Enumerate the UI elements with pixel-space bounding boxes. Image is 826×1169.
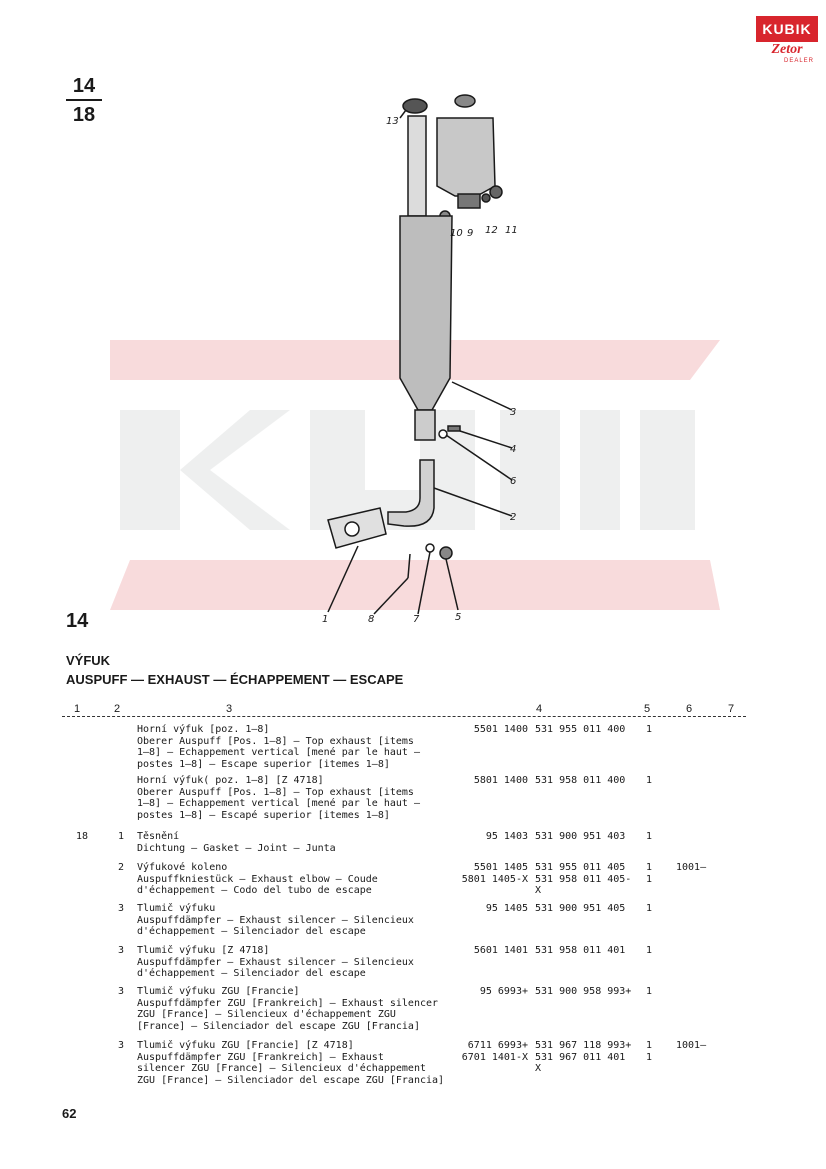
description-cell <box>137 862 455 897</box>
quantity-cell-line: 1 <box>646 775 653 786</box>
order-number-cell-line: 531 900 958 993+ <box>535 986 632 997</box>
column-header-4: 4 <box>536 703 543 715</box>
quantity-cell <box>646 862 652 885</box>
quantity-cell-line: 1 <box>646 1051 653 1063</box>
description-cell-line: Auspuffkniestück — Exhaust elbow — Coude <box>137 873 378 885</box>
logo-brand: KUBIK <box>756 16 818 42</box>
order-number-cell-line: 531 955 011 405 <box>535 862 626 873</box>
quantity-cell <box>646 903 652 915</box>
part-number-cell-line: 95 1403 <box>485 831 528 842</box>
position-cell: 3 <box>118 945 125 956</box>
callout-8: 8 <box>368 614 375 625</box>
exhaust-cap <box>403 99 427 113</box>
description-cell-line: Horní výfuk [poz. 1—8] <box>137 724 270 735</box>
part-number-cell-line: 95 1405 <box>485 903 528 914</box>
quantity-cell <box>646 945 652 957</box>
callout-3: 3 <box>510 407 517 418</box>
quantity-cell-line: 1 <box>646 945 653 956</box>
part-number-cell <box>458 831 528 843</box>
order-number-cell <box>535 986 635 998</box>
silencer-body <box>400 216 452 410</box>
exhaust-elbow <box>388 460 434 526</box>
description-cell-line: ZGU [France] — Silencieux d'échappement ZGU <box>137 1009 396 1021</box>
quantity-cell <box>646 986 652 998</box>
description-cell-line: 1—8] — Echappement vertical [mené par le haut — <box>137 747 420 759</box>
description-cell <box>137 1040 455 1086</box>
order-number-cell-line: 531 900 951 403 <box>535 831 626 842</box>
order-number-cell <box>535 903 635 915</box>
filter-canister <box>437 118 495 196</box>
callout-13: 13 <box>386 116 399 127</box>
description-cell <box>137 831 455 854</box>
part-number-cell <box>458 775 528 787</box>
order-number-cell-line: 531 967 011 401 X <box>535 1051 626 1075</box>
callout-5: 5 <box>455 612 462 623</box>
description-cell-line: d'échappement — Codo del tubo de escape <box>137 885 372 897</box>
description-cell <box>137 775 455 821</box>
part-number-cell <box>458 1040 528 1063</box>
order-number-cell <box>535 724 635 736</box>
column-header-2: 2 <box>114 703 121 715</box>
logo-dealer-tag: DEALER <box>783 58 814 64</box>
description-cell-line: Těsnění <box>137 831 180 842</box>
description-cell-line: postes 1—8] — Escape superior [itemes 1—8] <box>137 758 390 770</box>
position-cell: 3 <box>118 903 125 914</box>
quantity-cell-line: 1 <box>646 873 653 885</box>
description-cell-line: Tlumič výfuku <box>137 903 216 914</box>
order-number-cell-line: 531 958 011 405-X <box>535 873 632 897</box>
position-cell: 3 <box>118 986 125 997</box>
serial-from-cell-line: 1001— <box>676 862 707 873</box>
order-number-cell-line: 531 955 011 400 <box>535 724 626 735</box>
position-cell: 3 <box>118 1040 125 1051</box>
serial-from-cell <box>676 862 706 874</box>
description-cell-line: d'échappement — Silenciador del escape <box>137 926 366 938</box>
callout-10: 10 <box>450 228 463 239</box>
description-cell-line: Auspuffdämpfer ZGU [Frankreich] — Exhaust silencer <box>137 997 439 1009</box>
order-number-cell-line: 531 958 011 401 <box>535 945 626 956</box>
description-cell-line: ZGU [France] — Silenciador del escape ZGU [Francia] <box>137 1074 445 1086</box>
order-number-cell-line: 531 967 118 993+ <box>535 1040 632 1051</box>
quantity-cell-line: 1 <box>646 862 653 873</box>
callout-6: 6 <box>510 476 517 487</box>
position-cell: 2 <box>118 862 125 873</box>
callout-12: 12 <box>485 225 498 236</box>
part-number-cell-line: 5501 1400 <box>473 724 528 735</box>
dealer-logo <box>756 16 818 72</box>
quantity-cell-line: 1 <box>646 1040 653 1051</box>
order-number-cell-line: 531 900 951 405 <box>535 903 626 914</box>
description-cell <box>137 724 455 770</box>
part-number-cell <box>458 862 528 885</box>
description-cell-line: Dichtung — Gasket — Joint — Junta <box>137 842 336 854</box>
column-header-1: 1 <box>74 703 81 715</box>
description-cell-line: silencer ZGU [France] — Silencieux d'échappement <box>137 1063 426 1075</box>
part-number-cell <box>458 903 528 915</box>
top-pipe <box>408 116 426 216</box>
section-title: VÝFUK <box>66 653 111 668</box>
exhaust-parts-diagram <box>300 88 560 628</box>
description-cell-line: Auspuffdämpfer — Exhaust silencer — Silencieux <box>137 956 414 968</box>
callout-4: 4 <box>510 444 517 455</box>
part-number-cell-line: 6701 1401-X <box>461 1051 528 1063</box>
description-cell-line: Tlumič výfuku [Z 4718] <box>137 945 270 956</box>
description-cell-line: 1—8] — Echappement vertical [mené par le haut — <box>137 798 420 810</box>
group-number: 14 <box>72 75 96 97</box>
callout-1: 1 <box>322 614 329 625</box>
quantity-cell-line: 1 <box>646 724 653 735</box>
callout-7: 7 <box>413 614 420 625</box>
section-subtitle: AUSPUFF — EXHAUST — ÉCHAPPEMENT — ESCAPE <box>66 672 404 687</box>
order-number-cell <box>535 862 635 897</box>
quantity-cell <box>646 831 652 843</box>
page-ref-cell: 18 <box>76 831 89 842</box>
description-cell <box>137 945 455 980</box>
part-number-cell-line: 5501 1405 <box>473 862 528 873</box>
part-number-cell-line: 6711 6993+ <box>467 1040 528 1051</box>
order-number-cell <box>535 831 635 843</box>
description-cell-line: [France] — Silenciador del escape ZGU [Francia] <box>137 1020 420 1032</box>
column-header-3: 3 <box>226 703 233 715</box>
quantity-cell-line: 1 <box>646 831 653 842</box>
part-number-cell <box>458 986 528 998</box>
description-cell-line: d'échappement — Silenciador del escape <box>137 968 366 980</box>
description-cell-line: Výfukové koleno <box>137 862 228 873</box>
part-number-cell <box>458 724 528 736</box>
serial-from-cell <box>676 1040 706 1052</box>
description-cell-line: Horní výfuk( poz. 1—8] [Z 4718] <box>137 775 324 786</box>
description-cell <box>137 986 455 1032</box>
logo-zetor: Zetor <box>771 42 803 57</box>
position-cell: 1 <box>118 831 125 842</box>
section-number: 14 <box>66 610 89 632</box>
column-header-7: 7 <box>728 703 735 715</box>
part-number-cell-line: 95 6993+ <box>479 986 528 997</box>
callout-2: 2 <box>510 512 517 523</box>
order-number-cell <box>535 945 635 957</box>
part-number-cell-line: 5801 1400 <box>473 775 528 786</box>
column-header-6: 6 <box>686 703 693 715</box>
column-header-5: 5 <box>644 703 651 715</box>
header-rule <box>62 716 746 717</box>
quantity-cell-line: 1 <box>646 986 653 997</box>
serial-from-cell-line: 1001— <box>676 1040 707 1051</box>
description-cell <box>137 903 455 938</box>
group-fraction <box>66 74 102 127</box>
order-number-cell <box>535 1040 635 1075</box>
order-number-cell-line: 531 958 011 400 <box>535 775 626 786</box>
page-number: 62 <box>62 1106 77 1121</box>
description-cell-line: postes 1—8] — Escapé superior [itemes 1—8] <box>137 809 390 821</box>
quantity-cell <box>646 775 652 787</box>
quantity-cell-line: 1 <box>646 903 653 914</box>
description-cell-line: Tlumič výfuku ZGU [Francie] <box>137 986 300 997</box>
part-number-cell-line: 5601 1401 <box>473 945 528 956</box>
callout-11: 11 <box>505 225 518 236</box>
quantity-cell <box>646 1040 652 1063</box>
description-cell-line: Oberer Auspuff [Pos. 1—8] — Top exhaust [items <box>137 735 414 747</box>
part-number-cell <box>458 945 528 957</box>
description-cell-line: Tlumič výfuku ZGU [Francie] [Z 4718] <box>137 1040 354 1051</box>
description-cell-line: Oberer Auspuff [Pos. 1—8] — Top exhaust [items <box>137 786 414 798</box>
description-cell-line: Auspuffdämpfer ZGU [Frankreich] — Exhaust <box>137 1051 384 1063</box>
page-reference: 18 <box>72 104 96 126</box>
quantity-cell <box>646 724 652 736</box>
description-cell-line: Auspuffdämpfer — Exhaust silencer — Silencieux <box>137 914 414 926</box>
part-number-cell-line: 5801 1405-X <box>461 873 528 885</box>
order-number-cell <box>535 775 635 787</box>
callout-9: 9 <box>467 228 474 239</box>
fraction-bar <box>66 99 102 101</box>
